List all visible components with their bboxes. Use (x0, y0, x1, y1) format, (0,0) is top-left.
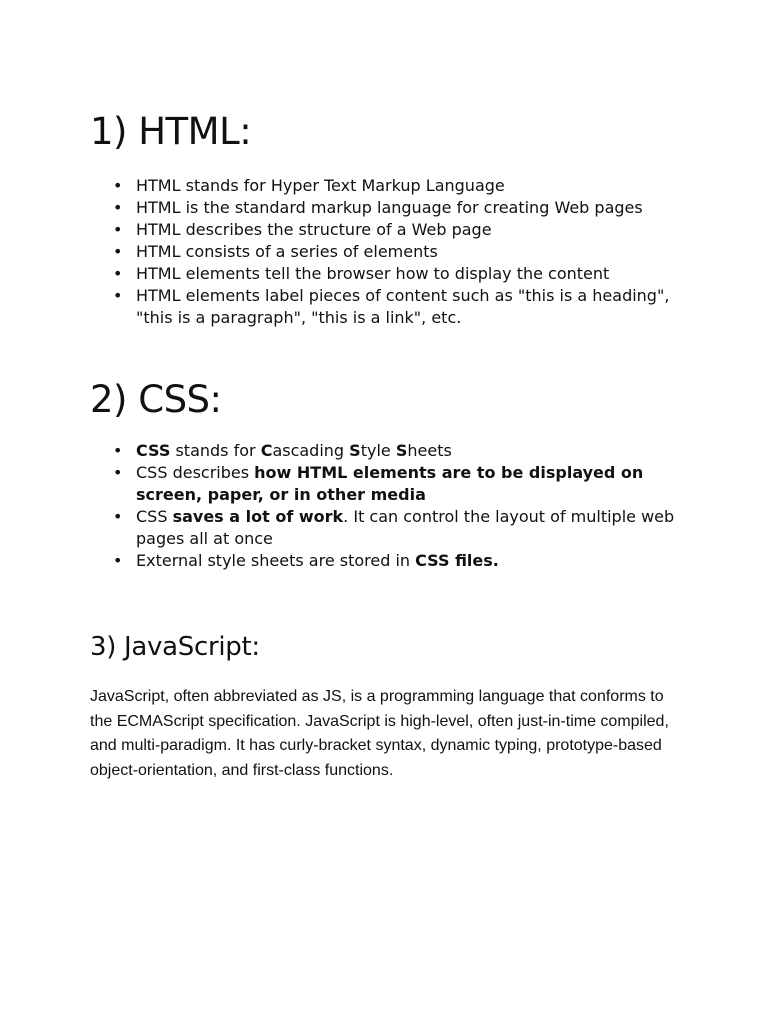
text-run: CSS describes (136, 463, 255, 482)
text-run: External style sheets are stored in (136, 551, 416, 570)
list-item-text: HTML elements tell the browser how to display the content (136, 264, 610, 283)
list-item-text: HTML stands for Hyper Text Markup Language (136, 176, 505, 195)
heading-html: 1) HTML: (90, 110, 252, 153)
html-bullet-list (110, 175, 690, 329)
text-run: heets (407, 441, 452, 460)
bullet-icon: • (113, 264, 123, 283)
text-run: . It can control the layout of multiple web pages all at once (136, 507, 675, 548)
bullet-icon: • (113, 242, 123, 261)
bullet-icon: • (113, 507, 123, 526)
list-item (110, 263, 690, 285)
javascript-paragraph: JavaScript, often abbreviated as JS, is a programming language that conforms to the ECMAScript specification. JavaScript is high-level, often just-in-time compiled, and multi-paradigm. It has curly-bracket syntax, dynamic typing, prototype-based object-orientation, and first-class functions. (90, 688, 669, 779)
list-item-text: HTML elements label pieces of content such as "this is a heading", "this is a paragraph", "this is a link", etc. (136, 286, 670, 327)
list-item (110, 219, 690, 241)
bold-text: S (349, 441, 361, 460)
list-item (110, 440, 690, 462)
list-item-text: HTML consists of a series of elements (136, 242, 438, 261)
text-run: CSS (136, 507, 173, 526)
list-item (110, 197, 690, 219)
heading-css: 2) CSS: (90, 378, 222, 421)
list-item (110, 285, 690, 329)
text-run: ascading (272, 441, 350, 460)
bullet-icon: • (113, 551, 123, 570)
heading-javascript: 3) JavaScript: (90, 632, 260, 662)
bullet-icon: • (113, 176, 123, 195)
bullet-icon: • (113, 220, 123, 239)
bullet-icon: • (113, 441, 123, 460)
list-item (110, 175, 690, 197)
bullet-icon: • (113, 198, 123, 217)
css-bullet-list (110, 440, 690, 572)
bold-text: CSS (136, 441, 171, 460)
text-run: tyle (360, 441, 396, 460)
bold-text: saves a lot of work (172, 507, 344, 526)
bullet-icon: • (113, 463, 123, 482)
list-item-text: HTML describes the structure of a Web page (136, 220, 492, 239)
bold-text: C (260, 441, 273, 460)
bold-text: how HTML elements are to be displayed on screen, paper, or in other media (136, 463, 644, 504)
list-item (110, 241, 690, 263)
text-run: stands for (170, 441, 261, 460)
bold-text: S (395, 441, 408, 460)
list-item (110, 462, 690, 506)
list-item (110, 506, 690, 550)
list-item-text: HTML is the standard markup language for creating Web pages (136, 198, 643, 217)
bullet-icon: • (113, 286, 123, 305)
list-item (110, 550, 690, 572)
bold-text: CSS files. (415, 551, 499, 570)
